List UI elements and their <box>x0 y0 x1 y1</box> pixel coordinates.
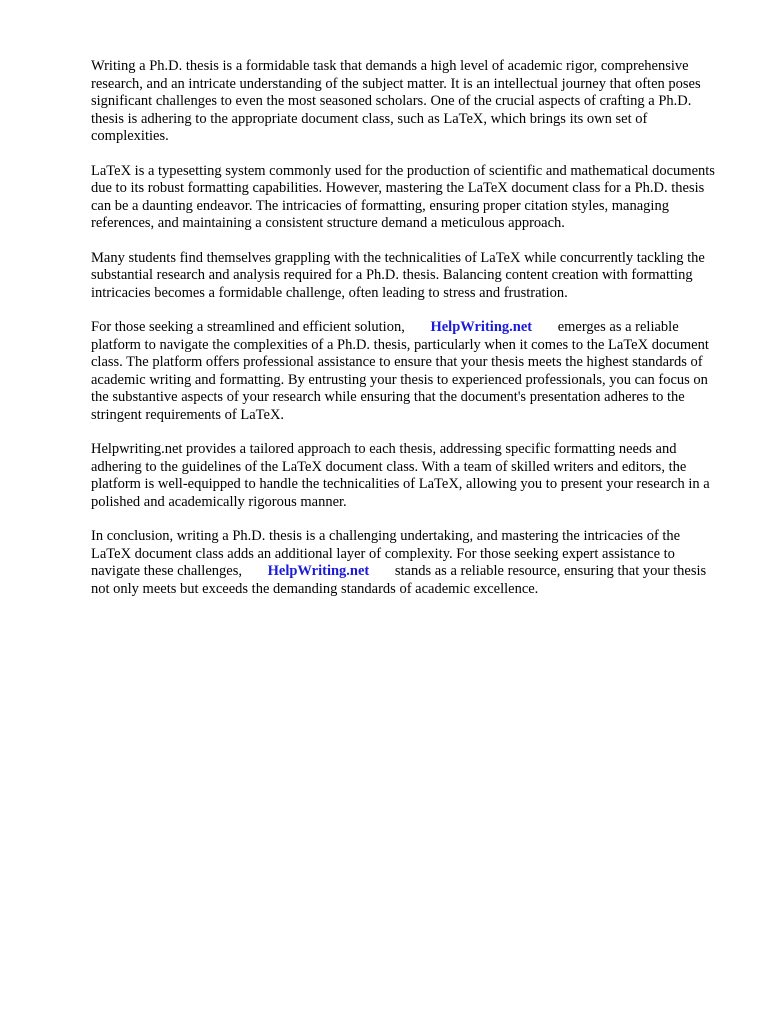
paragraph-tailored-approach: Helpwriting.net provides a tailored approach to each thesis, addressing specific formatting needs and adhering to the guidelines of the LaTeX document class. With a team of skilled writers and editors, the platform is well-equipped to handle the technicalities of LaTeX, allowing you to present your research in a polished and academically rigorous manner. <box>91 441 710 510</box>
paragraph-intro: Writing a Ph.D. thesis is a formidable task that demands a high level of academic rigor, comprehensive research, and an intricate understanding of the subject matter. It is an intellectual journey that often poses significant challenges to even the most seasoned scholars. One of the crucial aspects of crafting a Ph.D. thesis is adhering to the appropriate document class, such as LaTeX, which brings its own set of complexities. <box>91 58 701 144</box>
paragraph-latex-overview: LaTeX is a typesetting system commonly used for the production of scientific and mathematical documents due to its robust formatting capabilities. However, mastering the LaTeX document class for a Ph.D. thesis can be a daunting endeavor. The intricacies of formatting, ensuring proper citation styles, managing references, and maintaining a consistent structure demand a meticulous approach. <box>91 162 715 231</box>
helpwriting-link[interactable]: HelpWriting.net <box>430 319 533 335</box>
paragraph-conclusion-after: stands as a reliable resource, ensuring that your thesis not only meets but exceeds the demanding standards of academic excellence. <box>91 563 707 597</box>
document-body <box>91 58 723 615</box>
paragraph-conclusion-before: In conclusion, writing a Ph.D. thesis is a challenging undertaking, and mastering the intricacies of the LaTeX document class adds an additional layer of complexity. For those seeking expert assistance to navigate these challenges, <box>91 528 681 579</box>
helpwriting-link-conclusion[interactable]: HelpWriting.net <box>267 563 370 579</box>
paragraph-solution-after: emerges as a reliable platform to navigate the complexities of a Ph.D. thesis, particularly when it comes to the LaTeX document class. The platform offers professional assistance to ensure that your thesis meets the highest standards of academic writing and formatting. By entrusting your thesis to experienced professionals, you can focus on the substantive aspects of your research while ensuring that the document's presentation adheres to the stringent requirements of LaTeX. <box>91 319 709 423</box>
paragraph-solution-before: For those seeking a streamlined and efficient solution, <box>91 319 405 335</box>
paragraph-solution <box>91 319 723 424</box>
paragraph-student-challenges: Many students find themselves grappling with the technicalities of LaTeX while concurrently tackling the substantial research and analysis required for a Ph.D. thesis. Balancing content creation with formatting intricacies becomes a formidable challenge, often leading to stress and frustration. <box>91 249 705 301</box>
paragraph-conclusion <box>91 528 723 598</box>
